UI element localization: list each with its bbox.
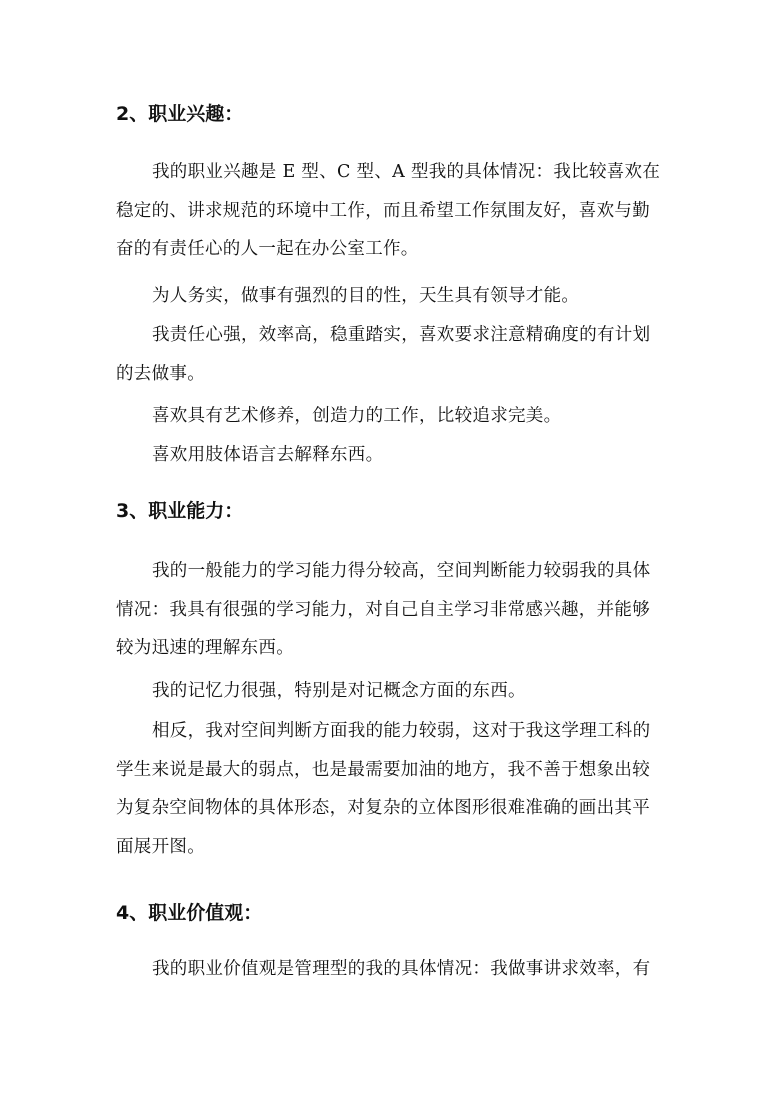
text-line: 稳定的、讲求规范的环境中工作，而且希望工作氛围友好，喜欢与勤: [116, 200, 650, 221]
section-heading-abilities: 3、职业能力：: [116, 500, 244, 522]
paragraph: [116, 436, 661, 475]
text-line: 情况：我具有很强的学习能力，对自己自主学习非常感兴趣，并能够: [116, 599, 650, 620]
text-line: 为人务实，做事有强烈的目的性，天生具有领导才能。: [152, 286, 580, 306]
text-line: 较为迅速的理解东西。: [116, 638, 294, 658]
paragraph: [116, 153, 661, 269]
paragraph: [116, 316, 661, 393]
text-line: 的去做事。: [116, 363, 205, 384]
text-line: 我的一般能力的学习能力得分较高，空间判断能力较弱我的具体: [152, 561, 651, 581]
section-heading-values: 4、职业价值观：: [116, 902, 263, 924]
paragraph: [116, 712, 661, 866]
paragraph: [116, 277, 661, 316]
text-line: 奋的有责任心的人一起在办公室工作。: [116, 239, 419, 259]
paragraph: [116, 397, 661, 436]
paragraph: [116, 672, 661, 711]
section-heading-interests: 2、职业兴趣：: [116, 103, 244, 125]
text-line: 我的记忆力很强，特别是对记概念方面的东西。: [152, 681, 526, 701]
text-line: 学生来说是最大的弱点，也是最需要加油的地方，我不善于想象出较: [116, 759, 650, 780]
paragraph: [116, 950, 661, 989]
paragraph: [116, 552, 661, 668]
text-line: 我的职业价值观是管理型的我的具体情况：我做事讲求效率，有: [152, 959, 651, 979]
text-line: 喜欢具有艺术修养，创造力的工作，比较追求完美。: [152, 406, 562, 426]
text-line: 相反，我对空间判断方面我的能力较弱，这对于我这学理工科的: [152, 721, 651, 741]
text-line: 喜欢用肢体语言去解释东西。: [152, 445, 384, 465]
text-line: 我的职业兴趣是 E 型、C 型、A 型我的具体情况：我比较喜欢在: [152, 162, 661, 182]
text-line: 我责任心强，效率高，稳重踏实，喜欢要求注意精确度的有计划: [152, 325, 651, 345]
text-line: 面展开图。: [116, 836, 205, 857]
text-line: 为复杂空间物体的具体形态，对复杂的立体图形很难准确的画出其平: [116, 798, 650, 818]
